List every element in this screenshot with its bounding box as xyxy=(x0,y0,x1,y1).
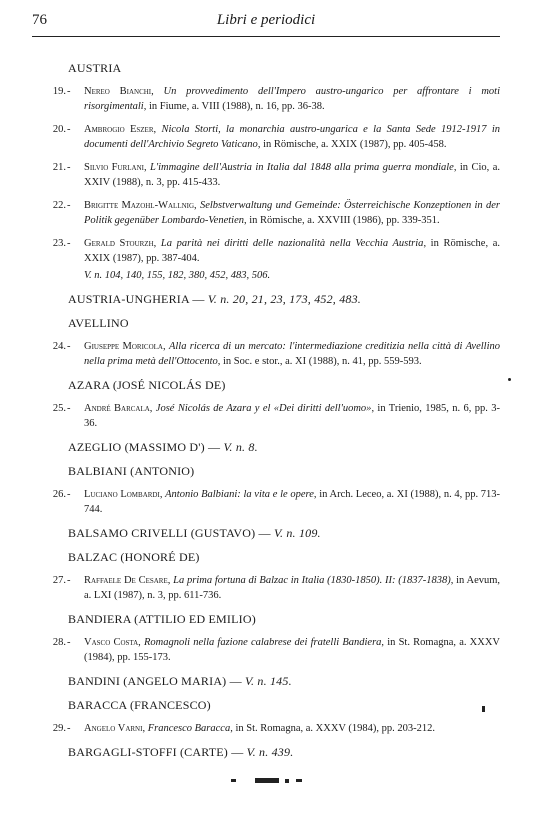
bibliography-entry xyxy=(32,122,500,152)
subject-heading: AZEGLIO (MASSIMO D') — V. n. 8. xyxy=(68,440,258,454)
entry-title: José Nicolás de Azara y el «Dei diritti dell'uomo» xyxy=(155,403,372,414)
entry-number: 19. xyxy=(52,86,66,97)
subject-label: AZEGLIO (MASSIMO D') xyxy=(68,440,205,454)
entry-author: Ambrogio Eszer xyxy=(84,124,154,135)
subject-heading xyxy=(32,463,500,479)
entry-dash: - xyxy=(67,124,71,135)
entry-dash: - xyxy=(67,723,71,734)
running-title: Libri e periodici xyxy=(216,12,316,28)
subject-heading: BANDINI (ANGELO MARIA) — V. n. 145. xyxy=(68,674,292,688)
cross-reference: V. n. 20, 21, 23, 173, 452, 483. xyxy=(207,292,361,306)
entry-text: Gerald Stourzh, La parità nei diritti delle nazionalità nella Vecchia Austria, in Römische, a. XXIX (1987), pp. 387-404. xyxy=(84,238,501,264)
entry-number: 22. xyxy=(52,200,66,211)
entry-text: André Barcala, José Nicolás de Azara y el «Dei diritti dell'uomo», in Trienio, 1985, n. 6, pp. 3-36. xyxy=(84,403,501,429)
entry-publication: , in Soc. e stor., a. XI (1988), n. 41, pp. 559-593. xyxy=(217,356,422,367)
header-rule xyxy=(32,36,500,37)
entry-dash: - xyxy=(67,200,71,211)
entry-title: Un provvedimento dell'Impero austro-ungarico per affrontare i moti risorgimentali xyxy=(84,86,501,112)
entry-text: Luciano Lombardi, Antonio Balbiani: la vita e le opere, in Arch. Leceo, a. XI (1988), n. 4, pp. 713-744. xyxy=(84,489,501,515)
subject-heading xyxy=(32,315,500,331)
subject-heading: BARGAGLI-STOFFI (CARTE) — V. n. 439. xyxy=(68,745,294,759)
subject-label: BARACCA (FRANCESCO) xyxy=(68,698,211,712)
scan-smudge xyxy=(508,378,511,381)
entry-publication: , in Römische, a. XXIX (1987), pp. 387-404. xyxy=(84,238,501,264)
entry-number: 20. xyxy=(52,124,66,135)
entry-publication: , in Trienio, 1985, n. 6, pp. 3-36. xyxy=(84,403,501,429)
subject-heading xyxy=(32,549,500,565)
entry-author: Giuseppe Moricola xyxy=(84,341,163,352)
cross-reference: V. n. 104, 140, 155, 182, 380, 452, 483, 506. xyxy=(84,270,271,281)
scan-smudge xyxy=(255,778,279,783)
subject-heading: BALSAMO CRIVELLI (GUSTAVO) — V. n. 109. xyxy=(68,526,321,540)
page-number: 76 xyxy=(32,12,47,28)
bibliography-entry xyxy=(32,160,500,190)
subject-label: AZARA (JOSÉ NICOLÁS DE) xyxy=(68,378,226,392)
entry-title: Selbstverwaltung und Gemeinde: Österreichische Konzeptionen in der Politik gegenüber Lombardo-Venetien xyxy=(84,200,500,226)
entry-dash: - xyxy=(67,162,71,173)
entry-author: André Barcala xyxy=(84,403,150,414)
entry-publication: , in Aevum, a. LXI (1987), n. 3, pp. 611-736. xyxy=(84,575,501,601)
entry-author: Nereo Bianchi xyxy=(84,86,152,97)
entry-author: Brigitte Mazohl-Wallnig xyxy=(84,200,195,211)
subject-label: BANDIERA (ATTILIO ED EMILIO) xyxy=(68,612,256,626)
subject-heading xyxy=(32,60,500,76)
subject-heading xyxy=(32,611,500,627)
cross-reference: V. n. 8. xyxy=(223,440,258,454)
entry-dash: - xyxy=(67,637,71,648)
entry-publication: , in Arch. Leceo, a. XI (1988), n. 4, pp. 713-744. xyxy=(84,489,501,515)
cross-reference: V. n. 109. xyxy=(273,526,321,540)
entry-title: Antonio Balbiani: la vita e le opere xyxy=(165,489,314,500)
entry-dash: - xyxy=(67,403,71,414)
entry-number: 23. xyxy=(52,238,66,249)
bibliography-entry xyxy=(32,401,500,431)
entry-number: 25. xyxy=(52,403,66,414)
entry-text: Silvio Furlani, L'immagine dell'Austria in Italia dal 1848 alla prima guerra mondiale, in Cio, a. XXIV (1988), n. 3, pp. 415-433. xyxy=(84,162,501,188)
entry-publication: , in Fiume, a. VIII (1988), n. 16, pp. 36-38. xyxy=(143,101,325,112)
entry-title: Romagnoli nella fazione calabrese dei fratelli Bandiera xyxy=(143,637,382,648)
entry-publication: , in St. Romagna, a. XXXV (1984), pp. 155-173. xyxy=(84,637,500,663)
entry-text: Nereo Bianchi, Un provvedimento dell'Impero austro-ungarico per affrontare i moti risorgimentali, in Fiume, a. VIII (1988), n. 16, pp. 36-38. xyxy=(84,86,501,112)
entry-publication: , in St. Romagna, a. XXXV (1984), pp. 203-212. xyxy=(230,723,436,734)
entry-number: 27. xyxy=(52,575,66,586)
page-header xyxy=(32,8,500,34)
subject-heading: AUSTRIA-UNGHERIA — V. n. 20, 21, 23, 173, 452, 483. xyxy=(68,292,361,306)
scan-smudge xyxy=(482,706,485,712)
bibliography-entry xyxy=(32,635,500,665)
entry-publication: , in Römische, a. XXIX (1987), pp. 405-458. xyxy=(257,139,447,150)
entry-text: Vasco Costa, Romagnoli nella fazione calabrese dei fratelli Bandiera, in St. Romagna, a. XXXV (1984), pp. 155-173. xyxy=(84,637,500,663)
entry-dash: - xyxy=(67,575,71,586)
entry-text: Angelo Varni, Francesco Baracca, in St. Romagna, a. XXXV (1984), pp. 203-212. xyxy=(84,723,436,734)
subject-label: AVELLINO xyxy=(68,316,129,330)
entry-title: La parità nei diritti delle nazionalità nella Vecchia Austria xyxy=(160,238,424,249)
subject-label: AUSTRIA-UNGHERIA xyxy=(68,292,190,306)
entry-title: Alla ricerca di un mercato: l'intermediazione creditizia nella città di Avellino nella prima metà dell'Ottocento xyxy=(84,341,501,367)
entry-publication: , in Cio, a. XXIV (1988), n. 3, pp. 415-433. xyxy=(84,162,501,188)
entry-text: Ambrogio Eszer, Nicola Storti, la monarchia austro-ungarica e la Santa Sede 1912-1917 in documenti dell'Archivio Segreto Vaticano, in Römische, a. XXIX (1987), pp. 405-458. xyxy=(84,124,501,150)
subject-heading xyxy=(32,377,500,393)
bibliography-entry xyxy=(32,339,500,369)
bibliography-entry xyxy=(32,84,500,114)
entry-author: Angelo Varni xyxy=(84,723,143,734)
entry-number: 26. xyxy=(52,489,66,500)
entry-title: La prima fortuna di Balzac in Italia (1830-1850). II: (1837-1838) xyxy=(173,575,451,586)
subject-label: BALZAC (HONORÉ DE) xyxy=(68,550,200,564)
entry-dash: - xyxy=(67,238,71,249)
entry-text: Raffaele De Cesare, La prima fortuna di Balzac in Italia (1830-1850). II: (1837-1838), in Aevum, a. LXI (1987), n. 3, pp. 611-736. xyxy=(84,575,501,601)
bibliography-entry xyxy=(32,198,500,228)
entry-title: Nicola Storti, la monarchia austro-ungarica e la Santa Sede 1912-1917 in documenti dell'Archivio Segreto Vaticano xyxy=(84,124,501,150)
entry-author: Luciano Lombardi xyxy=(84,489,160,500)
bibliography-list xyxy=(32,52,500,768)
entry-dash: - xyxy=(67,489,71,500)
entry-text: Giuseppe Moricola, Alla ricerca di un mercato: l'intermediazione creditizia nella città di Avellino nella prima metà dell'Ottocento, in Soc. e stor., a. XI (1988), n. 41, pp. 559-593. xyxy=(84,341,501,367)
entry-author: Raffaele De Cesare xyxy=(84,575,168,586)
entry-title: L'immagine dell'Austria in Italia dal 1848 alla prima guerra mondiale xyxy=(150,162,454,173)
scan-smudge xyxy=(231,779,236,782)
bibliography-entry xyxy=(32,721,500,736)
entry-author: Vasco Costa xyxy=(84,637,139,648)
entry-number: 28. xyxy=(52,637,66,648)
cross-reference: V. n. 439. xyxy=(246,745,294,759)
subject-label: BALSAMO CRIVELLI (GUSTAVO) xyxy=(68,526,256,540)
scan-smudge xyxy=(296,779,302,782)
entry-dash: - xyxy=(67,86,71,97)
bibliography-entry xyxy=(32,573,500,603)
entry-author: Gerald Stourzh xyxy=(84,238,154,249)
entry-title: Francesco Baracca xyxy=(147,723,231,734)
bibliography-entry xyxy=(32,487,500,517)
subject-label: BANDINI (ANGELO MARIA) xyxy=(68,674,227,688)
bibliography-entry xyxy=(32,236,500,283)
scan-smudge xyxy=(285,779,289,783)
entry-number: 29. xyxy=(52,723,66,734)
entry-number: 24. xyxy=(52,341,66,352)
entry-dash: - xyxy=(67,341,71,352)
entry-author: Silvio Furlani xyxy=(84,162,144,173)
subject-heading xyxy=(32,697,500,713)
subject-label: BALBIANI (ANTONIO) xyxy=(68,464,195,478)
entry-number: 21. xyxy=(52,162,66,173)
subject-label: AUSTRIA xyxy=(68,61,122,75)
cross-reference: V. n. 145. xyxy=(245,674,292,688)
subject-label: BARGAGLI-STOFFI (CARTE) xyxy=(68,745,228,759)
entry-text: Brigitte Mazohl-Wallnig, Selbstverwaltung und Gemeinde: Österreichische Konzeptionen in der Politik gegenüber Lombardo-Venetien, in Römische, a. XXVIII (1986), pp. 339-351. xyxy=(84,200,500,226)
entry-publication: , in Römische, a. XXVIII (1986), pp. 339-351. xyxy=(244,215,440,226)
cross-reference-line xyxy=(84,268,500,283)
